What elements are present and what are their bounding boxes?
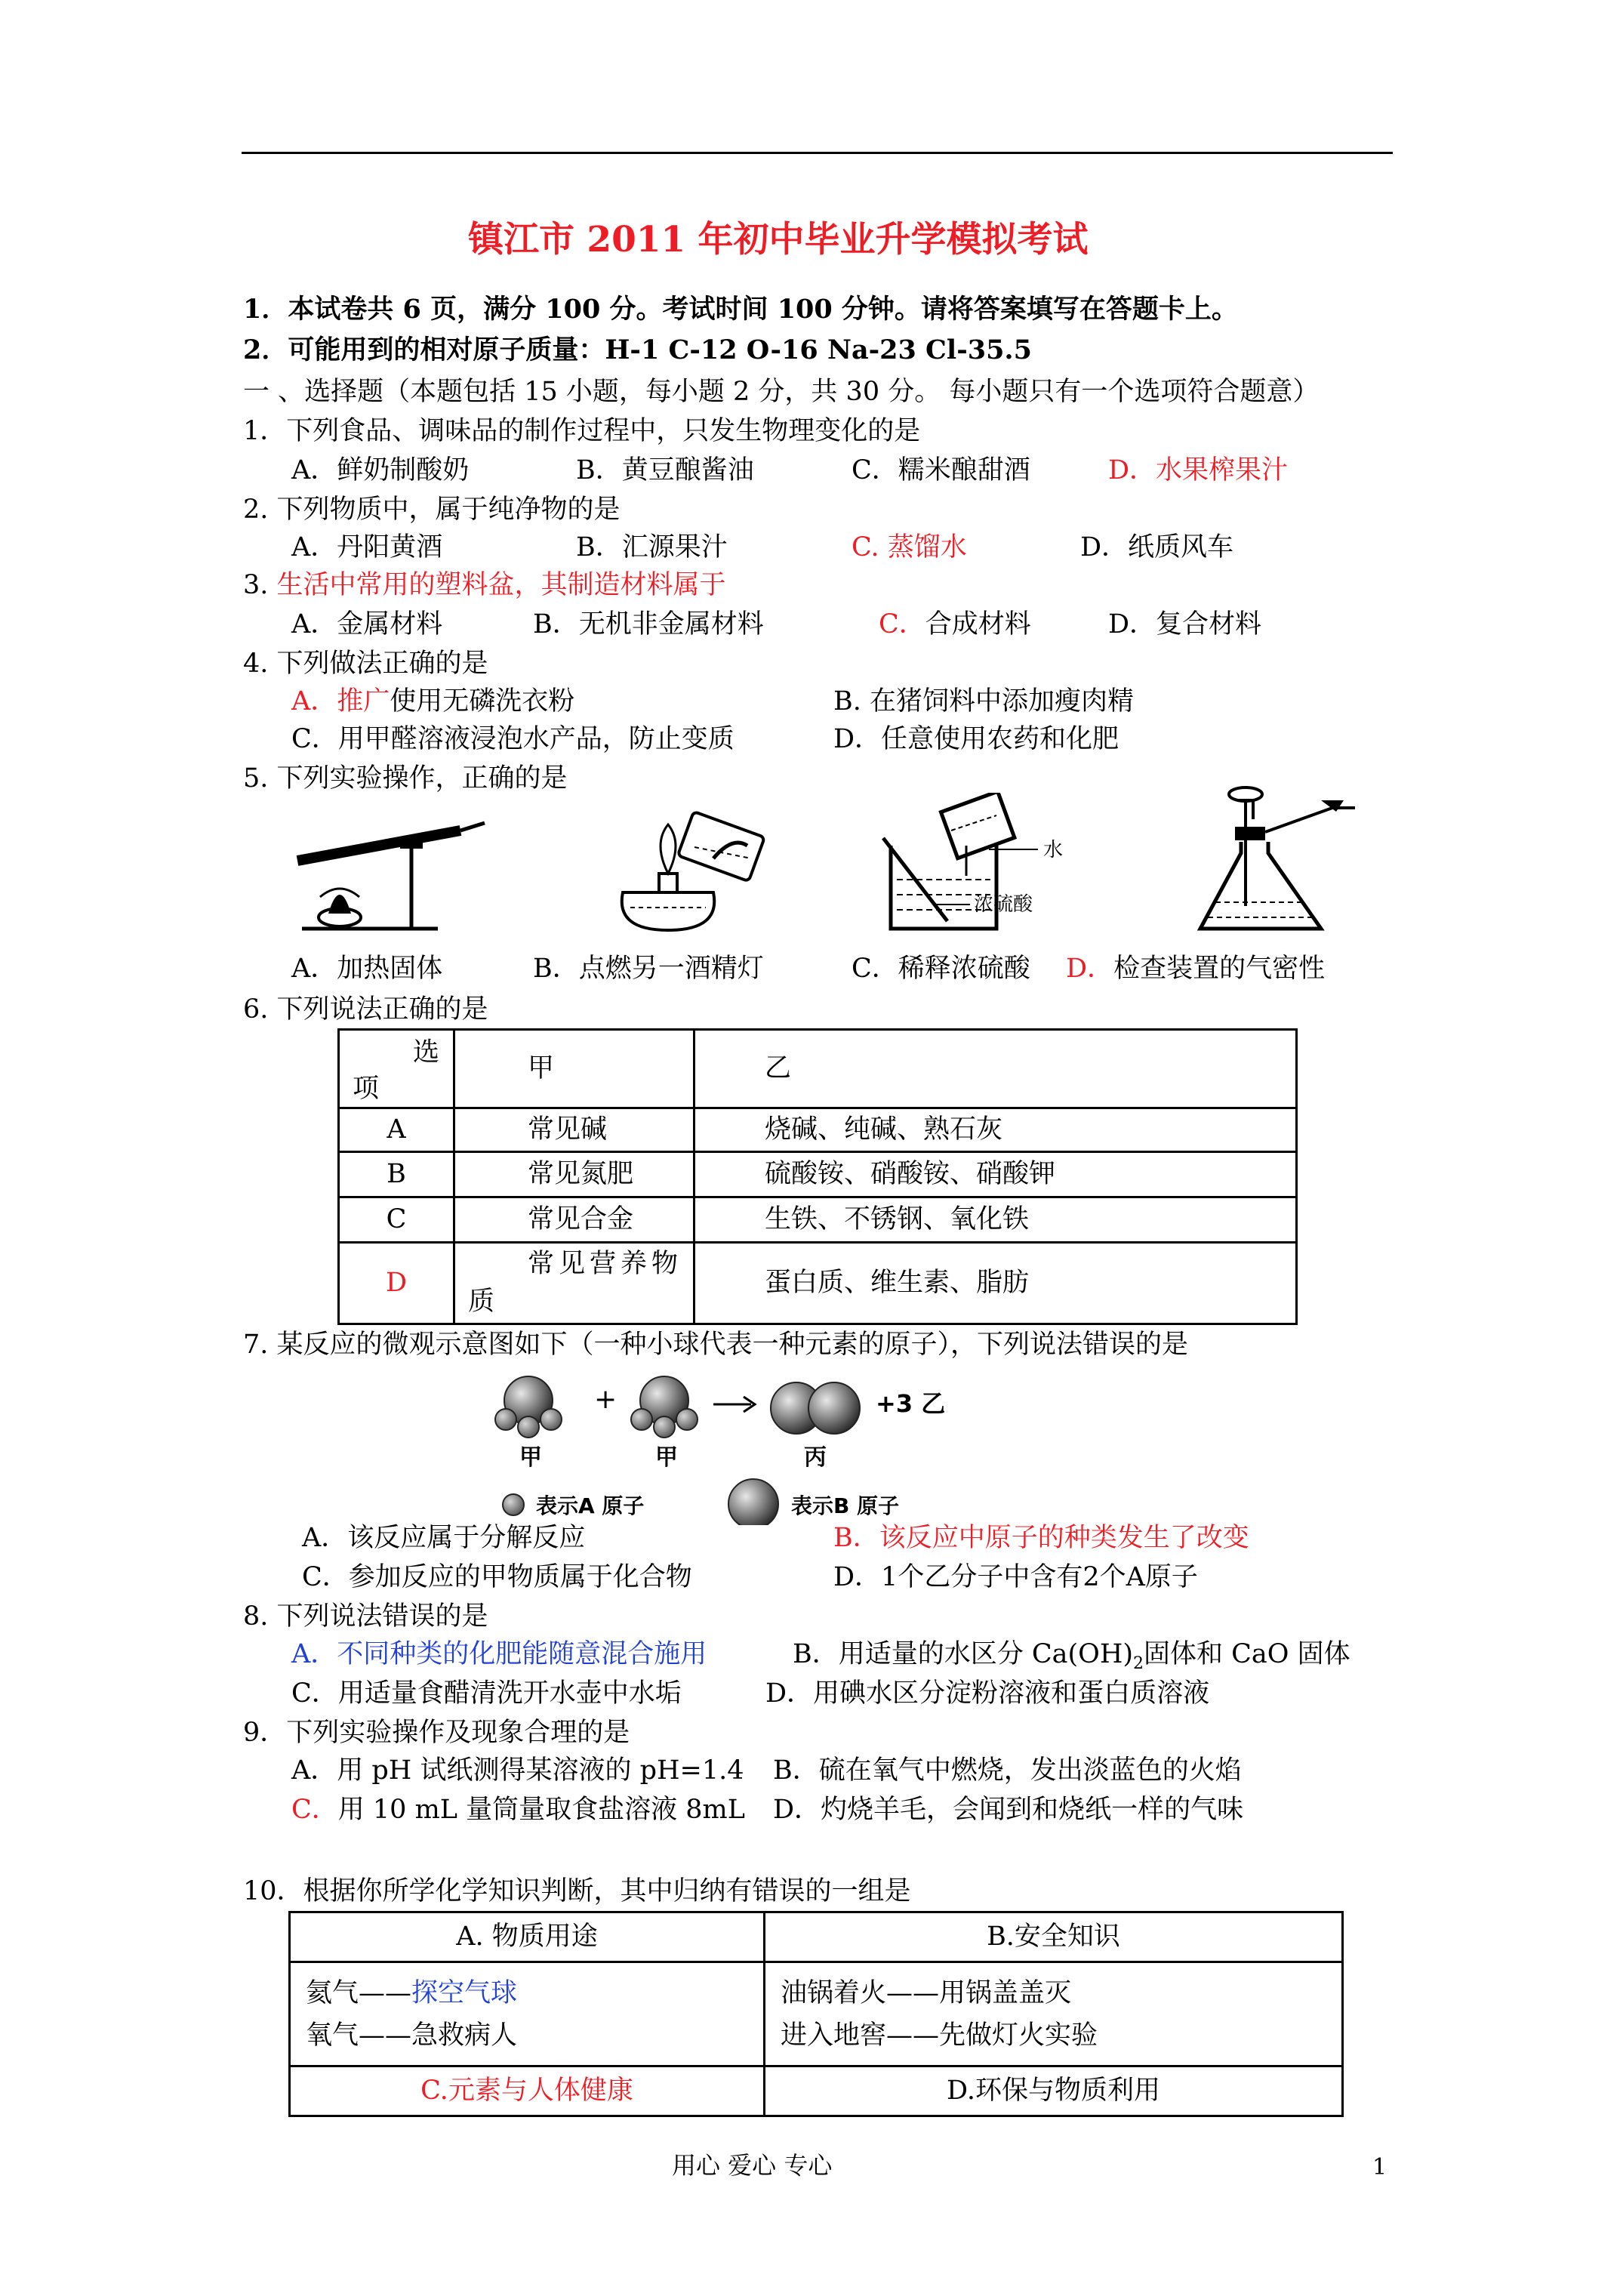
label-jia-2: 甲 [655,1444,678,1471]
question-9-option-a: A．用 pH 试纸测得某溶液的 pH=1.4 [291,1755,744,1786]
q6-cell-option: A [339,1108,454,1152]
q6-cell-option: D [339,1243,454,1324]
label-jia-1: 甲 [519,1444,542,1471]
q6-header-option: 选 项 [339,1030,454,1108]
question-7-option-d: D．1个乙分子中含有2个A原子 [833,1562,1198,1592]
question-1-option-a: A．鲜奶制酸奶 [291,455,470,485]
question-7-stem: 7. 某反应的微观示意图如下（一种小球代表一种元素的原子），下列说法错误的是 [243,1330,1189,1360]
question-2-stem: 2. 下列物质中，属于纯净物的是 [243,495,621,525]
q6-row [339,1197,1297,1243]
label-water: 水 [1043,839,1064,861]
question-10-stem: 10．根据你所学化学知识判断，其中归纳有错误的一组是 [243,1876,911,1906]
figure-airtightness [1185,778,1359,936]
question-4-option-b: B. 在猪饲料中添加瘦肉精 [833,686,1134,717]
question-3-option-a: A．金属材料 [291,609,443,639]
question-9-option-c: C．用 10 mL 量筒量取食盐溶液 8mL [291,1795,745,1825]
question-7-option-b: B．该反应中原子的种类发生了改变 [833,1523,1249,1553]
q6-cell-jia: 常见营养物 质 [454,1243,694,1324]
question-8-stem: 8. 下列说法错误的是 [243,1601,488,1632]
question-7-option-c: C．参加反应的甲物质属于化合物 [302,1562,692,1592]
q6-cell-jia: 常见碱 [454,1108,694,1152]
question-1-option-b: B．黄豆酿酱油 [576,455,754,485]
q6-cell-jia: 常见氮肥 [454,1152,694,1197]
q10-header-c: C.元素与人体健康 [290,2066,765,2116]
question-3-option-d: D．复合材料 [1108,609,1262,639]
q10-cell-b: 油锅着火——用锅盖盖灭 进入地窖——先做灯火实验 [765,1962,1343,2066]
q6-cell-yi: 硫酸铵、硝酸铵、硝酸钾 [694,1152,1297,1197]
question-8-option-a: A．不同种类的化肥能随意混合施用 [291,1639,707,1669]
label-conc-acid: 浓硫酸 [974,893,1033,916]
question-2-option-c: C. 蒸馏水 [852,532,967,562]
q6-cell-yi: 蛋白质、维生素、脂肪 [694,1243,1297,1324]
question-9-option-b: B．硫在氧气中燃烧，发出淡蓝色的火焰 [773,1755,1242,1786]
figure-heating-solid [287,808,506,936]
question-5-stem: 5. 下列实验操作，正确的是 [243,763,568,794]
question-9-option-d: D．灼烧羊毛，会闻到和烧纸一样的气味 [773,1795,1244,1825]
q10-header-d: D.环保与物质利用 [765,2066,1343,2116]
q10-cell-a: 氦气——探空气球 氧气——急救病人 [290,1962,765,2066]
question-5-option-a: A．加热固体 [291,954,443,984]
question-6-stem: 6. 下列说法正确的是 [243,994,488,1025]
section-heading: 一 、选择题（本题包括 15 小题，每小题 2 分，共 30 分。 每小题只有一个选项符合题意） [243,377,1320,407]
question-10-table [288,1911,1344,2117]
svg-text:+: + [594,1384,617,1415]
q6-row [339,1243,1297,1324]
q6-cell-yi: 生铁、不锈钢、氧化铁 [694,1197,1297,1243]
legend-atom-a: 表示A 原子 [536,1493,645,1518]
question-4-option-c: C．用甲醛溶液浸泡水产品，防止变质 [291,724,735,754]
question-8-option-b: B．用适量的水区分 $Ca(OH)_2$固体和 CaO 固体 [793,1639,1350,1673]
question-1-stem: 1．下列食品、调味品的制作过程中，只发生物理变化的是 [243,416,921,446]
question-2-option-d: D．纸质风车 [1080,532,1234,562]
question-9-stem: 9．下列实验操作及现象合理的是 [243,1718,630,1748]
instruction-1: 1．本试卷共 6 页，满分 100 分。考试时间 100 分钟。请将答案填写在答题卡上。 [243,294,1238,325]
question-4-option-a: A．推广使用无磷洗衣粉 [291,686,575,717]
question-2-option-b: B．汇源果汁 [576,532,728,562]
question-2-option-a: A．丹阳黄酒 [291,532,443,562]
figure-dilute-acid [876,793,1079,936]
question-5-option-c: C．稀释浓硫酸 [852,954,1030,984]
q6-header-yi: 乙 [694,1030,1297,1108]
header-rule [242,152,1393,154]
q6-cell-jia: 常见合金 [454,1197,694,1243]
q6-header-jia: 甲 [454,1030,694,1108]
question-4-option-d: D．任意使用农药和化肥 [833,724,1119,754]
label-bing: 丙 [804,1444,827,1471]
q6-cell-yi: 烧碱、纯碱、熟石灰 [694,1108,1297,1152]
question-7-option-a: A．该反应属于分解反应 [302,1523,586,1553]
question-4-stem: 4. 下列做法正确的是 [243,649,488,679]
figure-reaction-diagram [483,1367,981,1525]
question-1-option-d: D．水果榨果汁 [1108,455,1289,485]
question-1-option-c: C．糯米酿甜酒 [852,455,1030,485]
question-5-option-d: D．检查装置的气密性 [1066,954,1326,984]
figure-lighting-lamp [600,802,774,938]
page-number: 1 [1372,2154,1387,2180]
footer-motto: 用心 爱心 专心 [672,2151,833,2180]
q6-cell-option: B [339,1152,454,1197]
question-3-stem: 3. 生活中常用的塑料盆，其制造材料属于 [243,570,726,600]
question-3-option-c: C．合成材料 [879,609,1031,639]
instruction-2: 2．可能用到的相对原子质量：H-1 C-12 O-16 Na-23 Cl-35.5 [243,334,1032,365]
question-3-option-b: B．无机非金属材料 [533,609,764,639]
question-6-table [337,1028,1298,1325]
legend-atom-b: 表示B 原子 [791,1493,900,1518]
label-plus-3-yi: +3 乙 [876,1389,946,1418]
q6-row [339,1152,1297,1197]
q10-header-b: B.安全知识 [765,1912,1343,1962]
question-8-option-c: C．用适量食醋清洗开水壶中水垢 [291,1678,682,1709]
question-8-option-d: D．用碘水区分淀粉溶液和蛋白质溶液 [765,1678,1210,1709]
q10-header-a: A. 物质用途 [290,1912,765,1962]
page-title: 镇江市 2011 年初中毕业升学模拟考试 [468,219,1089,260]
question-5-option-b: B．点燃另一酒精灯 [533,954,764,984]
q6-cell-option: C [339,1197,454,1243]
q6-row [339,1108,1297,1152]
